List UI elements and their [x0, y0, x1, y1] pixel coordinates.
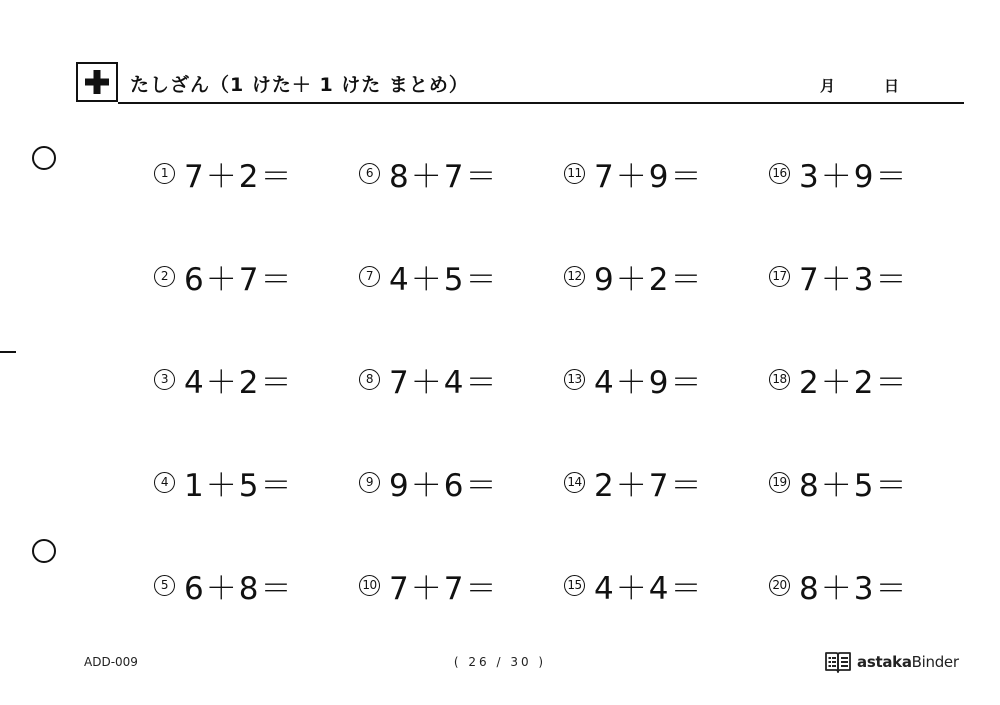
problem-item: [154, 457, 359, 507]
problem-expression: 7＋7＝: [389, 570, 499, 607]
problem-number: 14: [564, 472, 585, 493]
problem-expression: 9＋6＝: [389, 467, 499, 504]
problem-number: 11: [564, 163, 585, 184]
problem-expression: 4＋2＝: [184, 364, 294, 401]
problem-item: [564, 354, 769, 404]
problem-expression: 8＋7＝: [389, 158, 499, 195]
problem-expression: 7＋2＝: [184, 158, 294, 195]
problem-expression: 7＋4＝: [389, 364, 499, 401]
problem-number: 5: [154, 575, 175, 596]
binder-hole-bottom: [32, 539, 56, 563]
problem-expression: 6＋8＝: [184, 570, 294, 607]
problem-item: [769, 354, 974, 404]
brand-logo: [824, 650, 959, 674]
problem-expression: 3＋9＝: [799, 158, 909, 195]
problem-item: [154, 251, 359, 301]
problem-expression: 4＋5＝: [389, 261, 499, 298]
problem-item: [564, 251, 769, 301]
problem-number: 4: [154, 472, 175, 493]
problem-item: [769, 457, 974, 507]
plus-icon: [76, 62, 118, 102]
problem-number: 1: [154, 163, 175, 184]
brand-name-part1: astaka: [857, 653, 912, 671]
problem-number: 8: [359, 369, 380, 390]
worksheet-header: [76, 62, 964, 104]
header-underline: [118, 102, 964, 104]
problem-number: 12: [564, 266, 585, 287]
problem-item: [769, 148, 974, 198]
page-indicator: ( 26 / 30 ): [453, 655, 547, 669]
problem-item: [564, 560, 769, 610]
problem-expression: 8＋5＝: [799, 467, 909, 504]
problem-item: [769, 560, 974, 610]
worksheet-code: ADD-009: [84, 655, 138, 669]
problem-number: 15: [564, 575, 585, 596]
problem-expression: 1＋5＝: [184, 467, 294, 504]
problem-item: [154, 148, 359, 198]
binder-hole-top: [32, 146, 56, 170]
day-label: 日: [884, 77, 900, 95]
problem-number: 17: [769, 266, 790, 287]
problem-number: 18: [769, 369, 790, 390]
problem-number: 6: [359, 163, 380, 184]
problem-expression: 2＋2＝: [799, 364, 909, 401]
problem-item: [564, 148, 769, 198]
problem-expression: 4＋9＝: [594, 364, 704, 401]
problem-number: 10: [359, 575, 380, 596]
problem-item: [359, 457, 564, 507]
problem-number: 19: [769, 472, 790, 493]
problem-item: [359, 148, 564, 198]
problem-number: 3: [154, 369, 175, 390]
problem-item: [359, 354, 564, 404]
month-label: 月: [820, 77, 836, 95]
problem-expression: 4＋4＝: [594, 570, 704, 607]
problem-item: [359, 560, 564, 610]
center-fold-mark: [0, 351, 16, 353]
problem-item: [359, 251, 564, 301]
problem-expression: 8＋3＝: [799, 570, 909, 607]
problem-number: 13: [564, 369, 585, 390]
brand-name-part2: Binder: [911, 653, 959, 671]
book-icon: [824, 650, 852, 674]
problem-item: [154, 560, 359, 610]
problem-number: 20: [769, 575, 790, 596]
problem-expression: 7＋3＝: [799, 261, 909, 298]
problem-item: [154, 354, 359, 404]
problem-expression: 6＋7＝: [184, 261, 294, 298]
problem-item: [564, 457, 769, 507]
problem-expression: 2＋7＝: [594, 467, 704, 504]
problem-expression: 9＋2＝: [594, 261, 704, 298]
problem-number: 7: [359, 266, 380, 287]
problem-number: 16: [769, 163, 790, 184]
worksheet-title: たしざん（1 けた＋ 1 けた まとめ）: [130, 74, 469, 96]
problem-item: [769, 251, 974, 301]
problem-number: 2: [154, 266, 175, 287]
problem-number: 9: [359, 472, 380, 493]
problem-grid: [154, 148, 934, 618]
problem-expression: 7＋9＝: [594, 158, 704, 195]
